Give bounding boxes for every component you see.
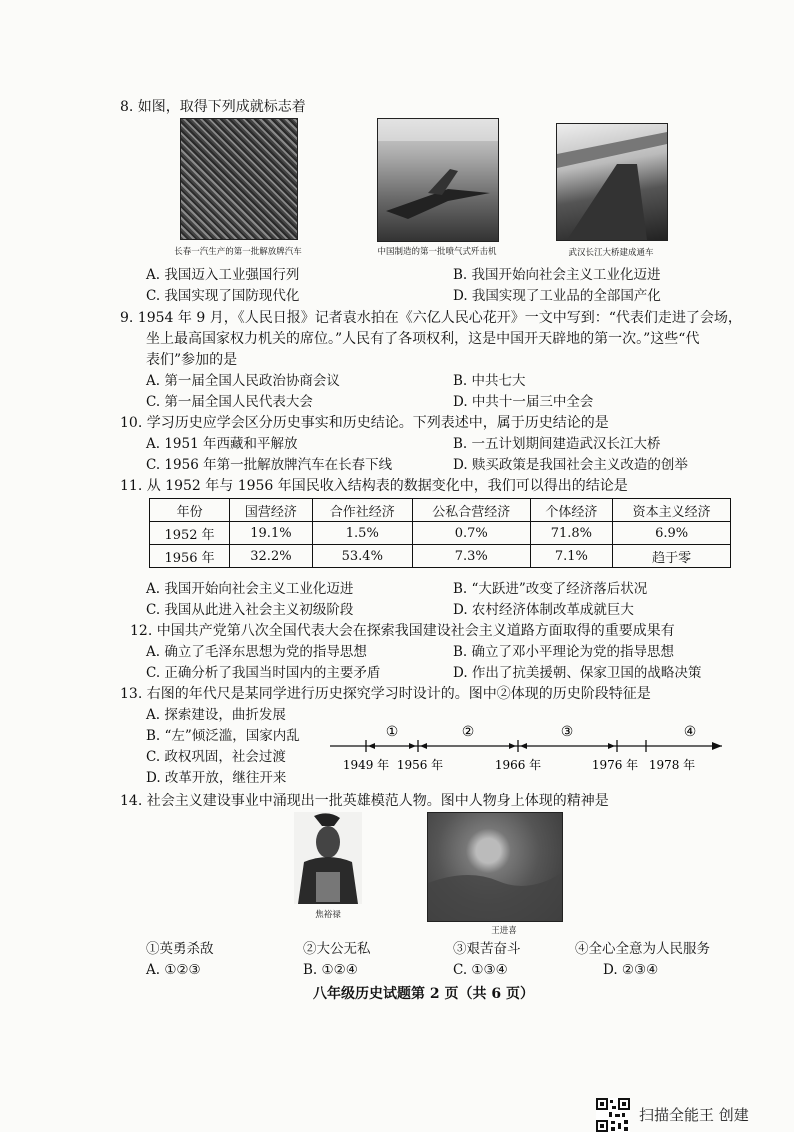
timeline-mark-1: ① bbox=[385, 724, 399, 740]
q10-option-d[interactable]: D. 赎买政策是我国社会主义改造的创举 bbox=[453, 457, 688, 473]
timeline-year: 1976 年 bbox=[591, 758, 639, 772]
income-structure-table bbox=[149, 498, 731, 568]
q13-option-c[interactable]: C. 政权巩固，社会过渡 bbox=[146, 749, 286, 765]
q10-option-c[interactable]: C. 1956 年第一批解放牌汽车在长春下线 bbox=[146, 457, 393, 473]
jet-fighter-photo bbox=[377, 118, 499, 242]
q9-option-b[interactable]: B. 中共七大 bbox=[453, 373, 526, 389]
q11-option-b[interactable]: B. “大跃进”改变了经济落后状况 bbox=[453, 581, 648, 597]
table-cell: 7.3% bbox=[412, 545, 530, 568]
table-cell: 19.1% bbox=[230, 522, 313, 545]
table-header-cell: 年份 bbox=[150, 499, 230, 522]
q8-stem: 8. 如图，取得下列成就标志着 bbox=[120, 99, 306, 115]
q12-option-a[interactable]: A. 确立了毛泽东思想为党的指导思想 bbox=[146, 644, 367, 660]
q12-option-b[interactable]: B. 确立了邓小平理论为党的指导思想 bbox=[453, 644, 675, 660]
jet-icon bbox=[378, 119, 498, 241]
table-header-cell: 资本主义经济 bbox=[613, 499, 731, 522]
table-cell: 7.1% bbox=[530, 545, 613, 568]
table-cell: 53.4% bbox=[312, 545, 412, 568]
q8-option-d[interactable]: D. 我国实现了工业品的全部国产化 bbox=[453, 288, 661, 304]
q14-caption-1: 焦裕禄 bbox=[315, 910, 341, 920]
bridge-icon bbox=[557, 124, 667, 240]
table-cell: 0.7% bbox=[412, 522, 530, 545]
q9-stem-line3: 表们”参加的是 bbox=[146, 352, 238, 368]
timeline-arrow-icon bbox=[712, 742, 722, 750]
q11-option-a[interactable]: A. 我国开始向社会主义工业化迈进 bbox=[146, 581, 354, 597]
timeline-year: 1956 年 bbox=[396, 758, 444, 772]
table-cell: 1.5% bbox=[312, 522, 412, 545]
timeline-year: 1949 年 bbox=[342, 758, 390, 772]
person-portrait-icon bbox=[294, 812, 362, 904]
q14-spirit-4: ④全心全意为人民服务 bbox=[575, 941, 710, 957]
q8-caption-1: 长春一汽生产的第一批解放牌汽车 bbox=[174, 247, 302, 257]
timeline-year: 1978 年 bbox=[648, 758, 696, 772]
jiao-yulu-photo bbox=[294, 812, 362, 904]
mud-pool-icon bbox=[428, 813, 562, 921]
timeline-ruler bbox=[330, 718, 730, 782]
table-header-cell: 国营经济 bbox=[230, 499, 313, 522]
q9-option-d[interactable]: D. 中共十一届三中全会 bbox=[453, 394, 594, 410]
timeline-mark-3: ③ bbox=[560, 724, 574, 740]
table-cell: 趋于零 bbox=[613, 545, 731, 568]
qr-code-icon bbox=[596, 1098, 630, 1132]
q9-option-a[interactable]: A. 第一届全国人民政治协商会议 bbox=[146, 373, 340, 389]
q8-option-c[interactable]: C. 我国实现了国防现代化 bbox=[146, 288, 300, 304]
q14-spirit-3: ③艰苦奋斗 bbox=[453, 941, 521, 957]
table-row bbox=[150, 545, 731, 568]
q12-stem: 12. 中国共产党第八次全国代表大会在探索我国建设社会主义道路方面取得的重要成果有 bbox=[130, 623, 675, 639]
q14-option-b[interactable]: B. ①②④ bbox=[303, 962, 358, 978]
q10-stem: 10. 学习历史应学会区分历史事实和历史结论。下列表述中，属于历史结论的是 bbox=[120, 415, 609, 431]
q14-option-d[interactable]: D. ②③④ bbox=[603, 962, 659, 978]
q14-caption-2: 王进喜 bbox=[491, 926, 517, 936]
q13-option-b[interactable]: B. “左”倾泛滥，国家内乱 bbox=[146, 728, 300, 744]
table-cell: 6.9% bbox=[613, 522, 731, 545]
q14-option-c[interactable]: C. ①③④ bbox=[453, 962, 508, 978]
table-cell: 1956 年 bbox=[150, 545, 230, 568]
q11-option-c[interactable]: C. 我国从此进入社会主义初级阶段 bbox=[146, 602, 354, 618]
bridge-photo bbox=[556, 123, 668, 241]
q11-option-d[interactable]: D. 农村经济体制改革成就巨大 bbox=[453, 602, 634, 618]
crowd-trucks-photo bbox=[180, 118, 298, 240]
q8-option-a[interactable]: A. 我国迈入工业强国行列 bbox=[146, 267, 300, 283]
timeline-year: 1966 年 bbox=[494, 758, 542, 772]
q9-option-c[interactable]: C. 第一届全国人民代表大会 bbox=[146, 394, 313, 410]
q8-option-b[interactable]: B. 我国开始向社会主义工业化迈进 bbox=[453, 267, 661, 283]
table-cell: 1952 年 bbox=[150, 522, 230, 545]
q12-option-c[interactable]: C. 正确分析了我国当时国内的主要矛盾 bbox=[146, 665, 381, 681]
q8-caption-2: 中国制造的第一批喷气式歼击机 bbox=[377, 247, 497, 257]
q13-option-d[interactable]: D. 改革开放，继往开来 bbox=[146, 770, 287, 786]
q13-option-a[interactable]: A. 探索建设，曲折发展 bbox=[146, 707, 286, 723]
page-footer: 八年级历史试题第 2 页（共 6 页） bbox=[313, 986, 534, 1002]
wang-jinxi-photo bbox=[427, 812, 563, 922]
q9-stem-line2: 坐上最高国家权力机关的席位。”人民有了各项权利，这是中国开天辟地的第一次。”这些“代 bbox=[146, 331, 700, 347]
table-row bbox=[150, 522, 731, 545]
q10-option-a[interactable]: A. 1951 年西藏和平解放 bbox=[146, 436, 298, 452]
table-header-cell: 合作社经济 bbox=[312, 499, 412, 522]
q14-spirit-2: ②大公无私 bbox=[303, 941, 371, 957]
table-cell: 32.2% bbox=[230, 545, 313, 568]
q14-option-a[interactable]: A. ①②③ bbox=[146, 962, 201, 978]
scanner-brand: 扫描全能王 创建 bbox=[639, 1106, 749, 1124]
q14-spirit-1: ①英勇杀敌 bbox=[146, 941, 214, 957]
table-header-row bbox=[150, 499, 731, 522]
table-header-cell: 个体经济 bbox=[530, 499, 613, 522]
table-cell: 71.8% bbox=[530, 522, 613, 545]
q13-stem: 13. 右图的年代尺是某同学进行历史探究学习时设计的。图中②体现的历史阶段特征是 bbox=[120, 686, 651, 702]
table-header-cell: 公私合营经济 bbox=[412, 499, 530, 522]
timeline-mark-4: ④ bbox=[683, 724, 697, 740]
q14-stem: 14. 社会主义建设事业中涌现出一批英雄模范人物。图中人物身上体现的精神是 bbox=[120, 793, 609, 809]
q9-stem-line1: 9. 1954 年 9 月，《人民日报》记者袁水拍在《六亿人民心花开》一文中写到：“代表们走进了会场， bbox=[120, 310, 742, 326]
q8-caption-3: 武汉长江大桥建成通车 bbox=[568, 248, 654, 258]
q10-option-b[interactable]: B. 一五计划期间建造武汉长江大桥 bbox=[453, 436, 661, 452]
timeline-mark-2: ② bbox=[461, 724, 475, 740]
q12-option-d[interactable]: D. 作出了抗美援朝、保家卫国的战略决策 bbox=[453, 665, 702, 681]
q11-stem: 11. 从 1952 年与 1956 年国民收入结构表的数据变化中，我们可以得出的结论是 bbox=[120, 478, 628, 494]
